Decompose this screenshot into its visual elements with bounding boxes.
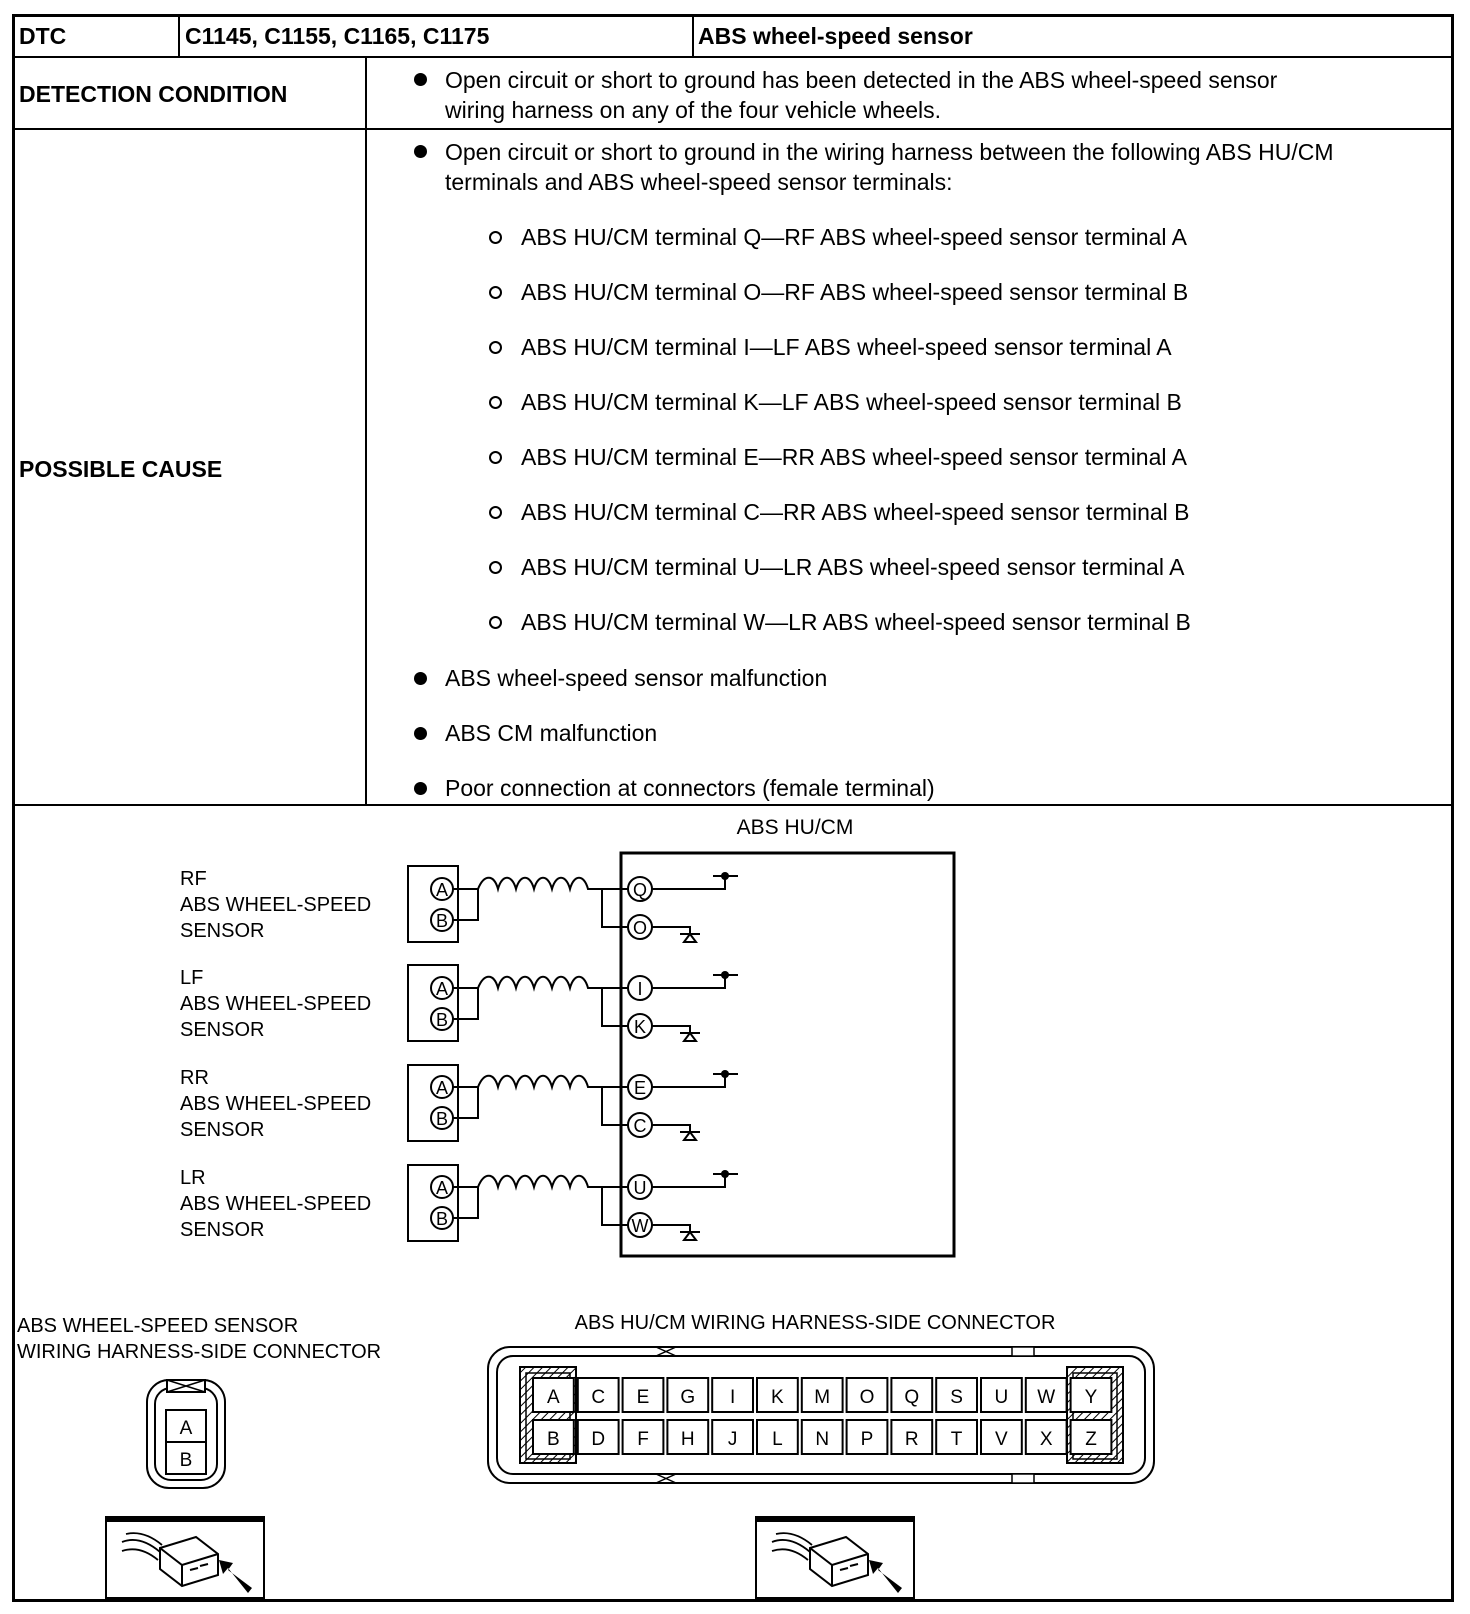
pin-label: B [435, 1109, 449, 1129]
terminal-label: U [633, 1178, 647, 1198]
sensor-connector-face [147, 1380, 225, 1488]
detection-line: Open circuit or short to ground has been detected in the ABS wheel-speed sensor [445, 67, 1278, 93]
sensor-position-label: RR [180, 1067, 209, 1089]
pin-label: A [435, 1078, 449, 1098]
connector-cavity-label: Z [1085, 1429, 1097, 1450]
junction-dot [721, 971, 729, 979]
connector-cavity-label: Y [1084, 1387, 1098, 1408]
sensor-label: SENSOR [180, 1219, 265, 1241]
connector-cavity-label: M [814, 1387, 831, 1408]
cause-sub-item: ABS HU/CM terminal U—LR ABS wheel-speed sensor terminal A [521, 554, 1185, 580]
dtc-title: ABS wheel-speed sensor [698, 23, 973, 49]
wire [602, 889, 628, 927]
sensor-connector-box [408, 866, 458, 942]
sensor-group-rf [180, 866, 738, 942]
wire [453, 889, 478, 920]
cause-item: ABS wheel-speed sensor malfunction [445, 665, 828, 691]
cause-item: ABS CM malfunction [445, 720, 658, 746]
twisted-pair-wire [462, 1176, 628, 1187]
wire [453, 988, 478, 1019]
connector-cavity-label: E [636, 1387, 650, 1408]
connector-cavity-label: R [904, 1429, 919, 1450]
wire [453, 1187, 478, 1218]
twisted-pair-wire [462, 878, 628, 889]
connector-pin-label: B [179, 1450, 193, 1471]
sensor-label: SENSOR [180, 1119, 265, 1141]
terminal-label: W [631, 1216, 649, 1236]
pin-label: B [435, 911, 449, 931]
detection-line: wiring harness on any of the four vehicle wheels. [445, 97, 942, 123]
cause-sub-item: ABS HU/CM terminal K—LF ABS wheel-speed sensor terminal B [521, 389, 1182, 415]
cause-sub-item: ABS HU/CM terminal C—RR ABS wheel-speed sensor terminal B [521, 499, 1190, 525]
wire [602, 988, 628, 1026]
connector-cavity-label: F [637, 1429, 649, 1450]
sensor-label: ABS WHEEL-SPEED [180, 894, 372, 916]
connector-cavity-label: W [1037, 1387, 1056, 1408]
connector-cavity-label: C [591, 1387, 606, 1408]
cause-label: POSSIBLE CAUSE [19, 456, 223, 482]
sensor-group-rr [180, 1065, 738, 1141]
sensor-group-lf [180, 965, 738, 1041]
sensor-connector-box [408, 965, 458, 1041]
sensor-label: ABS WHEEL-SPEED [180, 993, 372, 1015]
dtc-codes: C1145, C1155, C1165, C1175 [185, 23, 490, 49]
module-label: ABS HU/CM [736, 816, 854, 839]
cause-item: Poor connection at connectors (female terminal) [445, 775, 935, 801]
connector-cavity-label: G [680, 1387, 696, 1408]
sensor-connector-box [408, 1065, 458, 1141]
cause-sub-item: ABS HU/CM terminal W—LR ABS wheel-speed sensor terminal B [521, 609, 1191, 635]
connector-cavity-label: L [772, 1429, 783, 1450]
connector-cavity-label: N [815, 1429, 830, 1450]
pin-label: B [435, 1010, 449, 1030]
sensor-position-label: LR [180, 1167, 206, 1189]
connector-cavity-label: U [994, 1387, 1009, 1408]
ground-icon [652, 1225, 700, 1240]
sensor-connector-title: ABS WHEEL-SPEED SENSOR [17, 1315, 299, 1337]
sensor-position-label: RF [180, 868, 207, 890]
detection-label: DETECTION CONDITION [19, 81, 288, 107]
junction-dot [721, 872, 729, 880]
connector-cavity-label: J [727, 1429, 738, 1450]
sensor-label: ABS WHEEL-SPEED [180, 1193, 372, 1215]
wire [602, 1187, 628, 1225]
pin-label: A [435, 880, 449, 900]
pin-label: A [435, 1178, 449, 1198]
connector-cavity-label: X [1039, 1429, 1053, 1450]
terminal-label: C [633, 1116, 647, 1136]
cause-sub-item: ABS HU/CM terminal Q—RF ABS wheel-speed sensor terminal A [521, 224, 1187, 250]
terminal-label: O [632, 918, 648, 938]
cause-sub-item: ABS HU/CM terminal O—RF ABS wheel-speed sensor terminal B [521, 279, 1189, 305]
connector-cavity-label: H [680, 1429, 695, 1450]
connector-cavity-label: K [771, 1387, 784, 1408]
sensor-connector-title: WIRING HARNESS-SIDE CONNECTOR [17, 1341, 382, 1363]
connector-view-icon [756, 1517, 914, 1598]
twisted-pair-wire [462, 1076, 628, 1087]
module-connector-title: ABS HU/CM WIRING HARNESS-SIDE CONNECTOR [574, 1312, 1056, 1334]
dtc-label: DTC [19, 23, 67, 49]
junction-dot [721, 1070, 729, 1078]
cause-intro: Open circuit or short to ground in the wiring harness between the following ABS HU/CM [445, 139, 1334, 165]
sensor-group-lr [180, 1165, 738, 1241]
wire [453, 1087, 478, 1118]
connector-cavity-label: B [547, 1429, 560, 1450]
ground-icon [652, 1125, 700, 1140]
connector-cavity-label: T [950, 1429, 963, 1450]
connector-cavity-label: A [547, 1387, 560, 1408]
sensor-position-label: LF [180, 967, 204, 989]
connector-cavity-label: I [729, 1387, 736, 1408]
cause-intro: terminals and ABS wheel-speed sensor terminals: [445, 169, 953, 195]
terminal-label: K [633, 1017, 647, 1037]
ground-icon [652, 927, 700, 942]
pin-label: A [435, 979, 449, 999]
cause-sub-item: ABS HU/CM terminal I—LF ABS wheel-speed sensor terminal A [521, 334, 1172, 360]
terminal-label: Q [632, 880, 648, 900]
sensor-label: SENSOR [180, 920, 265, 942]
sensor-label: SENSOR [180, 1019, 265, 1041]
connector-cavity-label: P [860, 1429, 874, 1450]
abs-module-box [621, 853, 954, 1256]
sensor-label: ABS WHEEL-SPEED [180, 1093, 372, 1115]
ground-icon [652, 1026, 700, 1041]
connector-cavity-label: Q [904, 1387, 920, 1408]
junction-dot [721, 1170, 729, 1178]
connector-cavity-label: V [995, 1429, 1008, 1450]
module-connector-face [488, 1347, 1154, 1483]
connector-cavity-label: S [950, 1387, 963, 1408]
terminal-label: I [637, 979, 643, 999]
sensor-connector-box [408, 1165, 458, 1241]
pin-label: B [435, 1209, 449, 1229]
terminal-label: E [633, 1078, 647, 1098]
twisted-pair-wire [462, 977, 628, 988]
connector-pin-label: A [179, 1418, 193, 1439]
connector-view-icon [106, 1517, 264, 1598]
connector-cavity-label: O [859, 1387, 875, 1408]
wire [602, 1087, 628, 1125]
cause-sub-item: ABS HU/CM terminal E—RR ABS wheel-speed sensor terminal A [521, 444, 1187, 470]
connector-cavity-label: D [591, 1429, 606, 1450]
